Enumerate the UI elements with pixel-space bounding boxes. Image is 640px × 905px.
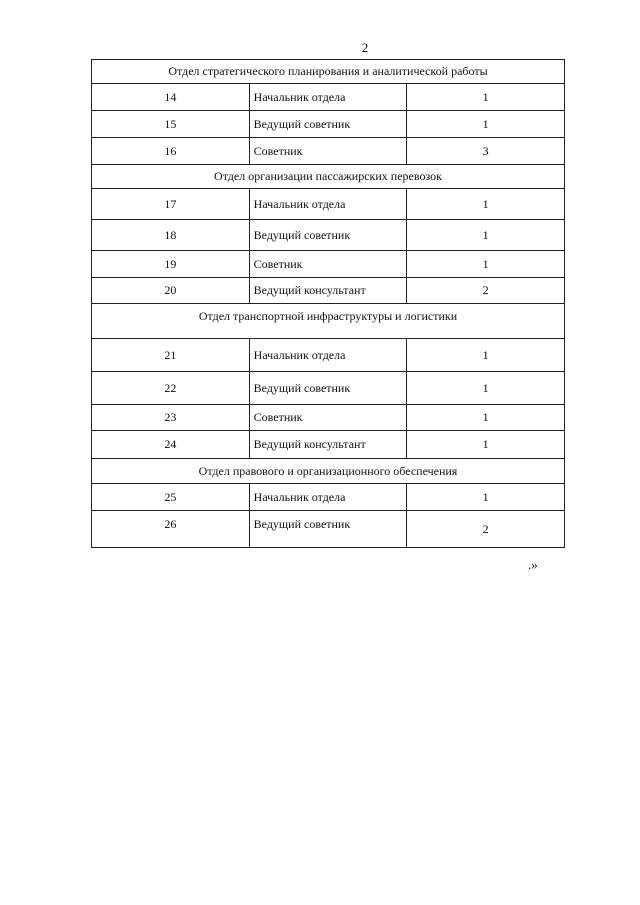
section-row bbox=[92, 459, 565, 484]
section-title: Отдел стратегического планирования и аналитической работы bbox=[92, 60, 565, 84]
table-row bbox=[92, 278, 565, 304]
closing-quote-mark: .» bbox=[528, 557, 538, 572]
position-name: Начальник отдела bbox=[249, 484, 407, 511]
position-quantity: 1 bbox=[407, 484, 565, 511]
table-row bbox=[92, 511, 565, 548]
table-row bbox=[92, 111, 565, 138]
position-name: Начальник отдела bbox=[249, 189, 407, 220]
section-title: Отдел организации пассажирских перевозок bbox=[92, 165, 565, 189]
table-row bbox=[92, 339, 565, 372]
table-row bbox=[92, 189, 565, 220]
position-quantity: 1 bbox=[407, 405, 565, 431]
row-number: 21 bbox=[92, 339, 250, 372]
position-quantity: 1 bbox=[407, 372, 565, 405]
position-name: Ведущий советник bbox=[249, 372, 407, 405]
position-name: Ведущий советник bbox=[249, 220, 407, 251]
table-row bbox=[92, 220, 565, 251]
row-number: 14 bbox=[92, 84, 250, 111]
table-row bbox=[92, 372, 565, 405]
position-quantity: 1 bbox=[407, 251, 565, 278]
position-quantity: 1 bbox=[407, 339, 565, 372]
section-row bbox=[92, 60, 565, 84]
row-number: 18 bbox=[92, 220, 250, 251]
table-row bbox=[92, 251, 565, 278]
position-name: Советник bbox=[249, 405, 407, 431]
row-number: 16 bbox=[92, 138, 250, 165]
position-quantity: 3 bbox=[407, 138, 565, 165]
table-row bbox=[92, 484, 565, 511]
position-name: Советник bbox=[249, 251, 407, 278]
row-number: 22 bbox=[92, 372, 250, 405]
position-name: Ведущий советник bbox=[249, 111, 407, 138]
position-name: Начальник отдела bbox=[249, 339, 407, 372]
position-quantity: 1 bbox=[407, 111, 565, 138]
position-name: Ведущий советник bbox=[249, 511, 407, 548]
section-title: Отдел правового и организационного обеспечения bbox=[92, 459, 565, 484]
staff-table bbox=[91, 59, 565, 548]
row-number: 25 bbox=[92, 484, 250, 511]
table-row bbox=[92, 405, 565, 431]
table-row bbox=[92, 84, 565, 111]
section-title: Отдел транспортной инфраструктуры и логистики bbox=[92, 304, 565, 339]
position-quantity: 1 bbox=[407, 189, 565, 220]
row-number: 17 bbox=[92, 189, 250, 220]
position-quantity: 2 bbox=[407, 511, 565, 548]
row-number: 15 bbox=[92, 111, 250, 138]
section-row bbox=[92, 165, 565, 189]
table-row bbox=[92, 138, 565, 165]
row-number: 19 bbox=[92, 251, 250, 278]
row-number: 26 bbox=[92, 511, 250, 548]
table-row bbox=[92, 431, 565, 459]
position-quantity: 1 bbox=[407, 84, 565, 111]
row-number: 20 bbox=[92, 278, 250, 304]
row-number: 24 bbox=[92, 431, 250, 459]
page-number: 2 bbox=[361, 40, 369, 55]
position-quantity: 2 bbox=[407, 278, 565, 304]
section-row bbox=[92, 304, 565, 339]
position-quantity: 1 bbox=[407, 220, 565, 251]
position-name: Ведущий консультант bbox=[249, 278, 407, 304]
position-name: Советник bbox=[249, 138, 407, 165]
position-name: Ведущий консультант bbox=[249, 431, 407, 459]
position-name: Начальник отдела bbox=[249, 84, 407, 111]
row-number: 23 bbox=[92, 405, 250, 431]
position-quantity: 1 bbox=[407, 431, 565, 459]
